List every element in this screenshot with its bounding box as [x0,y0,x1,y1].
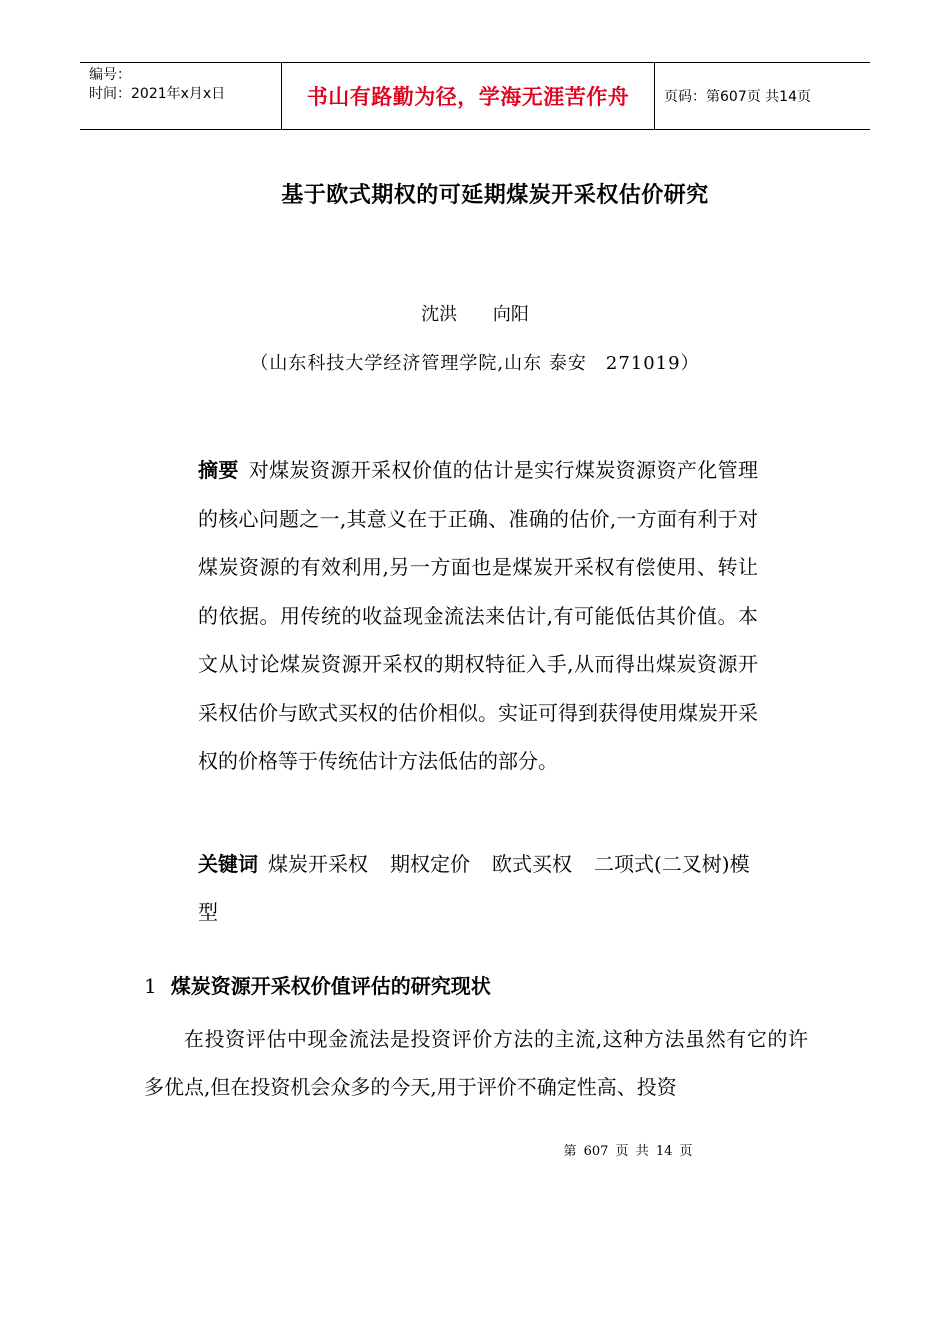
keyword-item: 欧式买权 [492,852,572,876]
keywords-label: 关键词 [198,852,258,876]
number-label: 编号： [89,67,131,83]
abstract-text: 对煤炭资源开采权价值的估计是实行煤炭资源资产化管理的核心问题之一,其意义在于正确、准确的估价,一方面有利于对煤炭资源的有效利用,另一方面也是煤炭开采权有偿使用、转让的依据。用传统的收益现金流法来估计,有可能低估其价值。本文从讨论煤炭资源开采权的期权特征入手,从而得出煤炭资源开采权估价与欧式买权的估价相似。实证可得到获得使用煤炭开采权的价格等于传统估计方法低估的部分。 [198,458,759,773]
keywords-block [198,840,758,936]
section-paragraph: 在投资评估中现金流法是投资评价方法的主流,这种方法虽然有它的许多优点,但在投资机会众多的今天,用于评价不确定性高、投资 [144,1027,808,1099]
keyword-item: 期权定价 [390,852,470,876]
motto-text: 书山有路勤为径，学海无涯苦作舟 [306,85,630,109]
abstract-label: 摘要 [198,458,239,482]
keyword-item: 二项式(二叉树)模型 [198,852,750,924]
header-motto-cell [281,63,655,129]
page-info: 页码：第607页 共14页 [664,89,811,105]
header-meta-cell [80,63,281,129]
paper-title: 基于欧式期权的可延期煤炭开采权估价研究 [281,183,709,208]
paper-authors: 沈洪 向阳 [421,304,529,325]
header-page-cell [655,63,870,129]
abstract-block [198,446,758,786]
paper-affiliation: （山东科技大学经济管理学院,山东 泰安 271019） [250,353,700,374]
header-table [80,62,870,130]
time-label: 时间：2021年x月x日 [89,86,226,102]
keyword-item: 煤炭开采权 [268,852,368,876]
page-footer: 第 607 页 共 14 页 [563,1144,693,1159]
section-heading [144,970,491,999]
section-title: 煤炭资源开采权价值评估的研究现状 [170,974,491,998]
section-number: 1 [144,974,157,998]
